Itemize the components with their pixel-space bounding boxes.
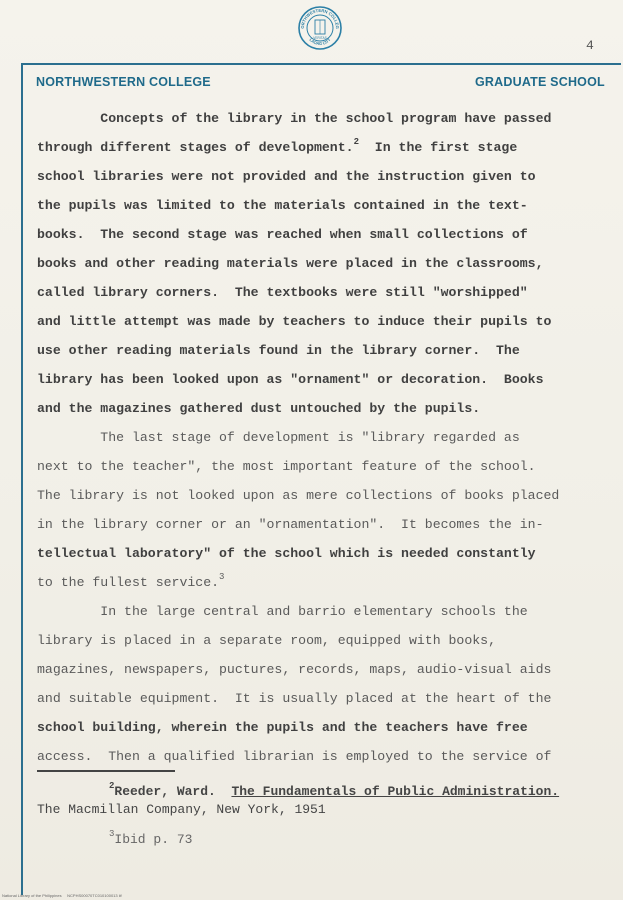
text-line: Concepts of the library in the school program have passed (37, 111, 552, 126)
footnote-text: Ibid p. 73 (114, 832, 193, 847)
footnote-author: Reeder, Ward. (114, 784, 232, 799)
text-line: called library corners. The textbooks were still "worshipped" (37, 285, 528, 300)
page-number: 4 (586, 38, 594, 53)
text-line: school building, wherein the pupils and the teachers have free (37, 720, 528, 735)
text-line: The last stage of development is "library regarded as (37, 430, 520, 445)
header-school-name: GRADUATE SCHOOL (475, 75, 605, 89)
text-line (37, 568, 619, 597)
text-line: use other reading materials found in the library corner. The (37, 343, 520, 358)
header-college-name: NORTHWESTERN COLLEGE (36, 75, 211, 89)
footnote-2 (109, 780, 560, 799)
text-line: and little attempt was made by teachers to induce their pupils to (37, 314, 552, 329)
college-seal-icon (297, 5, 343, 51)
text-line: books and other reading materials were placed in the classrooms, (37, 256, 544, 271)
text-line: In the large central and barrio elementary schools the (37, 604, 528, 619)
footnote-3 (109, 828, 193, 847)
text-line: school libraries were not provided and the instruction given to (37, 169, 536, 184)
text-line: tellectual laboratory" of the school which is needed constantly (37, 546, 536, 561)
seal-top-text: ORTHWESTERN COLLEG (299, 7, 341, 29)
footnote-divider (37, 770, 175, 772)
text-line: the pupils was limited to the materials contained in the text- (37, 198, 528, 213)
footnote-title: The Fundamentals of Public Administration. (231, 784, 560, 799)
text-line: and suitable equipment. It is usually placed at the heart of the (37, 691, 552, 706)
text-segment: to the fullest service. (37, 575, 220, 590)
text-line: in the library corner or an "ornamentation". It becomes the in- (37, 517, 544, 532)
text-line: The library is not looked upon as mere collections of books placed (37, 488, 560, 503)
footnote-marker: 2 (353, 136, 359, 147)
text-line: and the magazines gathered dust untouched by the pupils. (37, 401, 481, 416)
footnote-marker: 2 (109, 780, 115, 791)
text-line: library is placed in a separate room, equipped with books, (37, 633, 496, 648)
text-line: books. The second stage was reached when small collections of (37, 227, 528, 242)
text-line: library has been looked upon as "ornament" or decoration. Books (37, 372, 544, 387)
footnote-2-publisher: The Macmillan Company, New York, 1951 (37, 802, 326, 817)
text-line: next to the teacher", the most important feature of the school. (37, 459, 536, 474)
seal-inner-text: VERITAS (313, 36, 327, 40)
archive-footer: National Library of the Philippines NCPHS00070TC010100013 iif (2, 893, 122, 898)
text-line (37, 133, 619, 162)
seal-bottom-text: LAOAG CITY (308, 37, 332, 47)
text-segment: through different stages of development. (37, 140, 354, 155)
footnote-marker: 3 (219, 571, 225, 582)
svg-text:NORTHWESTERN COLLEGE (297, 5, 340, 29)
footnote-marker: 3 (109, 828, 115, 839)
body-text (37, 104, 619, 771)
text-line: magazines, newspapers, puctures, records, maps, audio-visual aids (37, 662, 552, 677)
text-line: access. Then a qualified librarian is employed to the service of (37, 749, 552, 764)
text-segment: In the first stage (358, 140, 518, 155)
